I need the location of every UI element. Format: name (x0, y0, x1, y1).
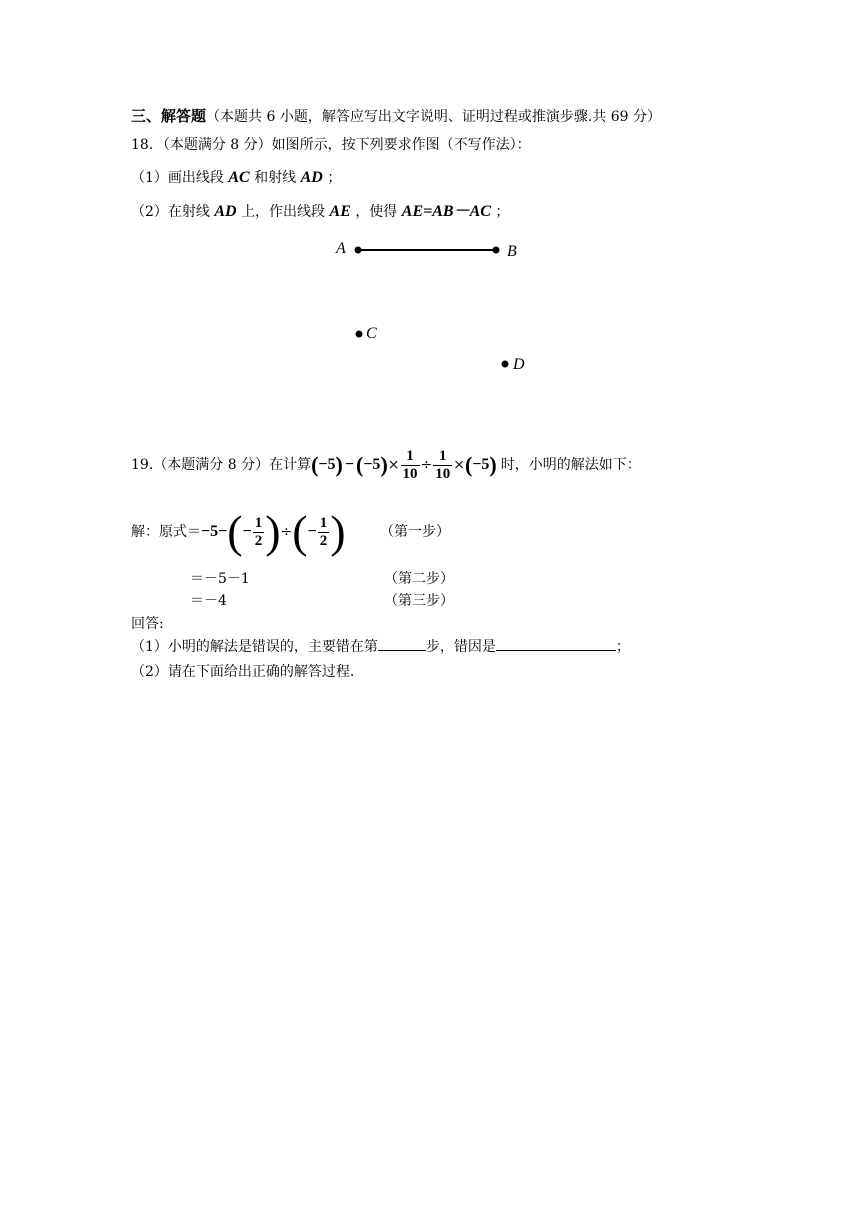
expr-frac-2: $\frac{1}{10}$ (435, 448, 451, 482)
q18-header: 18．（本题满分 8 分）如图所示，按下列要求作图（不写作法）： (131, 137, 531, 153)
blank-step-field[interactable] (378, 650, 426, 651)
point-d (502, 361, 509, 368)
solution-m5: −5− (201, 523, 228, 541)
q19-expression: ( −5 ) − ( −5 ) × $\frac{1}{10}$ ÷ $\frac{1}{10}$ × ( −5 ) (311, 448, 497, 482)
solution-label: 解：原式＝ (131, 523, 201, 540)
point-b (493, 247, 500, 254)
answer-part-1-text-a: （1）小明的解法是错误的，主要错在第 (131, 639, 378, 655)
solution-neg-2: − (307, 523, 317, 541)
solution-div: ÷ (280, 523, 293, 540)
q18-figure-svg (0, 0, 860, 400)
q18-part2-text-a: （2）在射线 (131, 204, 210, 220)
q18-figure (0, 0, 860, 400)
blank-reason-field[interactable] (496, 650, 616, 651)
label-d: D (513, 356, 525, 373)
q18-part2-ae: AE (329, 203, 351, 220)
q18-part2-text-b: 上，作出线段 (241, 204, 326, 220)
q18-part2-ad: AD (214, 203, 237, 220)
q19-header-text-a: 19.（本题满分 8 分）在计算 (131, 456, 312, 473)
step-3-label: （第三步） (384, 593, 454, 609)
section-note: （本题共 6 小题，解答应写出文字说明、证明过程或推演步骤.共 69 分） (206, 109, 661, 125)
expr-times-2: × (453, 456, 465, 473)
q18-part2-text-c: ，使得 (355, 204, 398, 220)
q19-header (131, 443, 641, 487)
point-c (356, 331, 363, 338)
expr-minus: − (344, 456, 354, 474)
solution-frac-2: $\frac{1}{2}$ (319, 515, 328, 549)
label-a: A (336, 240, 346, 257)
q18-part1-text-c: ； (327, 170, 342, 186)
label-b: B (507, 243, 517, 260)
expr-times-1: × (387, 456, 400, 473)
q19-solution-line-1: 解：原式＝ −5− ( − $\frac{1}{2}$ ) ÷ ( − $\frac{1}{2}$ ) (131, 506, 346, 557)
q19-solution-line-3: ＝－4 (190, 593, 227, 609)
expr-term-3: −5 (472, 456, 490, 474)
answer-label: 回答: (131, 616, 164, 632)
answer-part-1 (131, 639, 630, 656)
expr-div: ÷ (420, 456, 433, 473)
q18-part2-equation: AE=AB－AC (401, 203, 491, 220)
expr-term-2: −5 (363, 456, 381, 474)
point-a (355, 247, 362, 254)
q18-part1-ac: AC (228, 169, 250, 186)
q18-part2-text-d: ； (495, 204, 510, 220)
answer-part-2: （2）请在下面给出正确的解答过程. (131, 664, 355, 680)
q18-part1-text-a: （1）画出线段 (131, 170, 224, 186)
q18-part1-ad: AD (300, 169, 323, 186)
q18-part1-text-b: 和射线 (254, 170, 297, 186)
q19-solution-line-2: ＝－5－1 (190, 571, 250, 587)
q18-part1 (131, 168, 341, 187)
solution-neg-1: − (242, 523, 252, 541)
section-heading (131, 107, 661, 126)
q18-part2 (131, 202, 509, 221)
step-2-label: （第二步） (384, 571, 454, 587)
q19-header-text-b: 时，小明的解法如下： (500, 456, 641, 473)
solution-frac-1: $\frac{1}{2}$ (254, 515, 263, 549)
answer-part-1-text-c: ； (615, 639, 630, 655)
expr-frac-1: $\frac{1}{10}$ (402, 448, 418, 482)
label-c: C (366, 325, 377, 342)
section-title: 三、解答题 (131, 107, 207, 125)
step-1-label: （第一步） (380, 524, 450, 540)
answer-part-1-text-b: 步，错因是 (425, 639, 496, 655)
expr-term-1: −5 (318, 456, 336, 474)
